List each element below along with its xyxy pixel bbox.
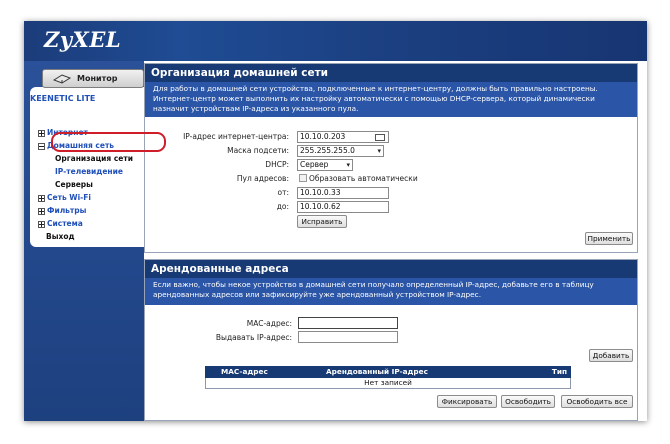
monitor-button-label: Монитор	[77, 74, 118, 83]
release-button[interactable]: Освободить	[501, 395, 555, 408]
table-row: Нет записей	[205, 378, 571, 389]
expand-plus-icon	[38, 130, 45, 137]
sidebar-item-label: Система	[47, 219, 83, 228]
collapse-minus-icon	[38, 143, 45, 150]
router-ip-value: 10.10.0.203	[300, 132, 346, 141]
address-pool-label: Пул адресов:	[236, 174, 289, 183]
address-card-icon	[375, 134, 385, 141]
mac-address-label: MAC-адрес:	[246, 319, 292, 328]
router-admin-window	[24, 21, 647, 421]
dhcp-mode-select[interactable]	[297, 159, 353, 171]
fix-button[interactable]: Исправить	[297, 215, 347, 228]
subnet-mask-value: 255.255.255.0	[300, 146, 355, 155]
leases-table-header	[205, 366, 571, 378]
sidebar-item-iptv[interactable]	[55, 167, 123, 176]
dhcp-mode-value: Сервер	[300, 160, 329, 169]
monitor-button[interactable]	[42, 69, 144, 88]
top-header	[24, 21, 647, 61]
section-description: Если важно, чтобы некое устройство в домашней сети получало определенный IP-адрес, добавьте его в таблицу арендованных адресов или зафиксируйте уже арендованный устройством IP-адрес.	[145, 278, 637, 305]
sidebar-item-label: Интернет	[47, 128, 88, 137]
dhcp-label: DHCP:	[265, 160, 289, 169]
sidebar-item-label: Домашняя сеть	[47, 141, 115, 150]
annotation-highlight-circle	[51, 132, 166, 152]
router-ip-label: IP-адрес интернет-центра:	[183, 132, 289, 141]
main-content	[144, 61, 647, 421]
pool-from-value: 10.10.0.33	[300, 188, 341, 197]
auto-pool-checkbox[interactable]	[299, 174, 307, 182]
section-title: Арендованные адреса	[145, 260, 637, 278]
expand-plus-icon	[38, 221, 45, 228]
column-mac: MAC-адрес	[221, 367, 268, 376]
mac-address-input[interactable]	[298, 317, 398, 329]
sidebar-item-filters[interactable]	[38, 206, 86, 215]
expand-plus-icon	[38, 208, 45, 215]
pool-to-input[interactable]	[297, 201, 389, 213]
pool-from-label: от:	[277, 188, 289, 197]
router-ip-input[interactable]	[297, 131, 389, 143]
section-description: Для работы в домашней сети устройства, подключенные к интернет-центру, должны быть правильно настроены. Интернет-центр может выполнить их настройку автоматически с помощью DHCP-сервера, который динамически назначит устройствам IP-адреса из указанного пула.	[145, 82, 637, 117]
add-button[interactable]: Добавить	[589, 349, 633, 362]
subnet-mask-label: Маска подсети:	[227, 146, 289, 155]
assign-ip-label: Выдавать IP-адрес:	[215, 333, 292, 342]
section-title: Организация домашней сети	[145, 64, 637, 82]
apply-button[interactable]: Применить	[585, 232, 633, 245]
home-network-section	[144, 63, 638, 253]
sidebar-item-wifi[interactable]	[38, 193, 91, 202]
sidebar-item-label: Организация сети	[55, 154, 133, 163]
nav-model-title: KEENETIC LITE	[30, 94, 96, 103]
sidebar-item-label: Фильтры	[47, 206, 87, 215]
zyxel-logo: ZyXEL	[44, 27, 122, 52]
sidebar-item-label: Выход	[46, 232, 75, 241]
sidebar	[24, 61, 144, 421]
sidebar-item-network-organization[interactable]	[55, 154, 133, 163]
column-leased-ip: Арендованный IP-адрес	[326, 367, 428, 376]
sidebar-item-label: Серверы	[55, 180, 93, 189]
subnet-mask-select[interactable]	[297, 145, 384, 157]
expand-plus-icon	[38, 195, 45, 202]
pool-to-value: 10.10.0.62	[300, 202, 341, 211]
sidebar-item-label: IP-телевидение	[55, 167, 123, 176]
pool-to-label: до:	[276, 202, 289, 211]
fix-lease-button[interactable]: Фиксировать	[437, 395, 497, 408]
auto-pool-label: Образовать автоматически	[309, 174, 418, 183]
sidebar-item-logout[interactable]	[46, 232, 75, 241]
sidebar-item-system[interactable]	[38, 219, 83, 228]
release-all-button[interactable]: Освободить все	[561, 395, 633, 408]
leased-addresses-section	[144, 259, 638, 421]
sidebar-item-servers[interactable]	[55, 180, 93, 189]
column-type: Тип	[551, 367, 567, 376]
sidebar-item-label: Сеть Wi-Fi	[47, 193, 91, 202]
monitor-icon	[53, 74, 71, 84]
pool-from-input[interactable]	[297, 187, 389, 199]
assign-ip-input[interactable]	[298, 331, 398, 343]
